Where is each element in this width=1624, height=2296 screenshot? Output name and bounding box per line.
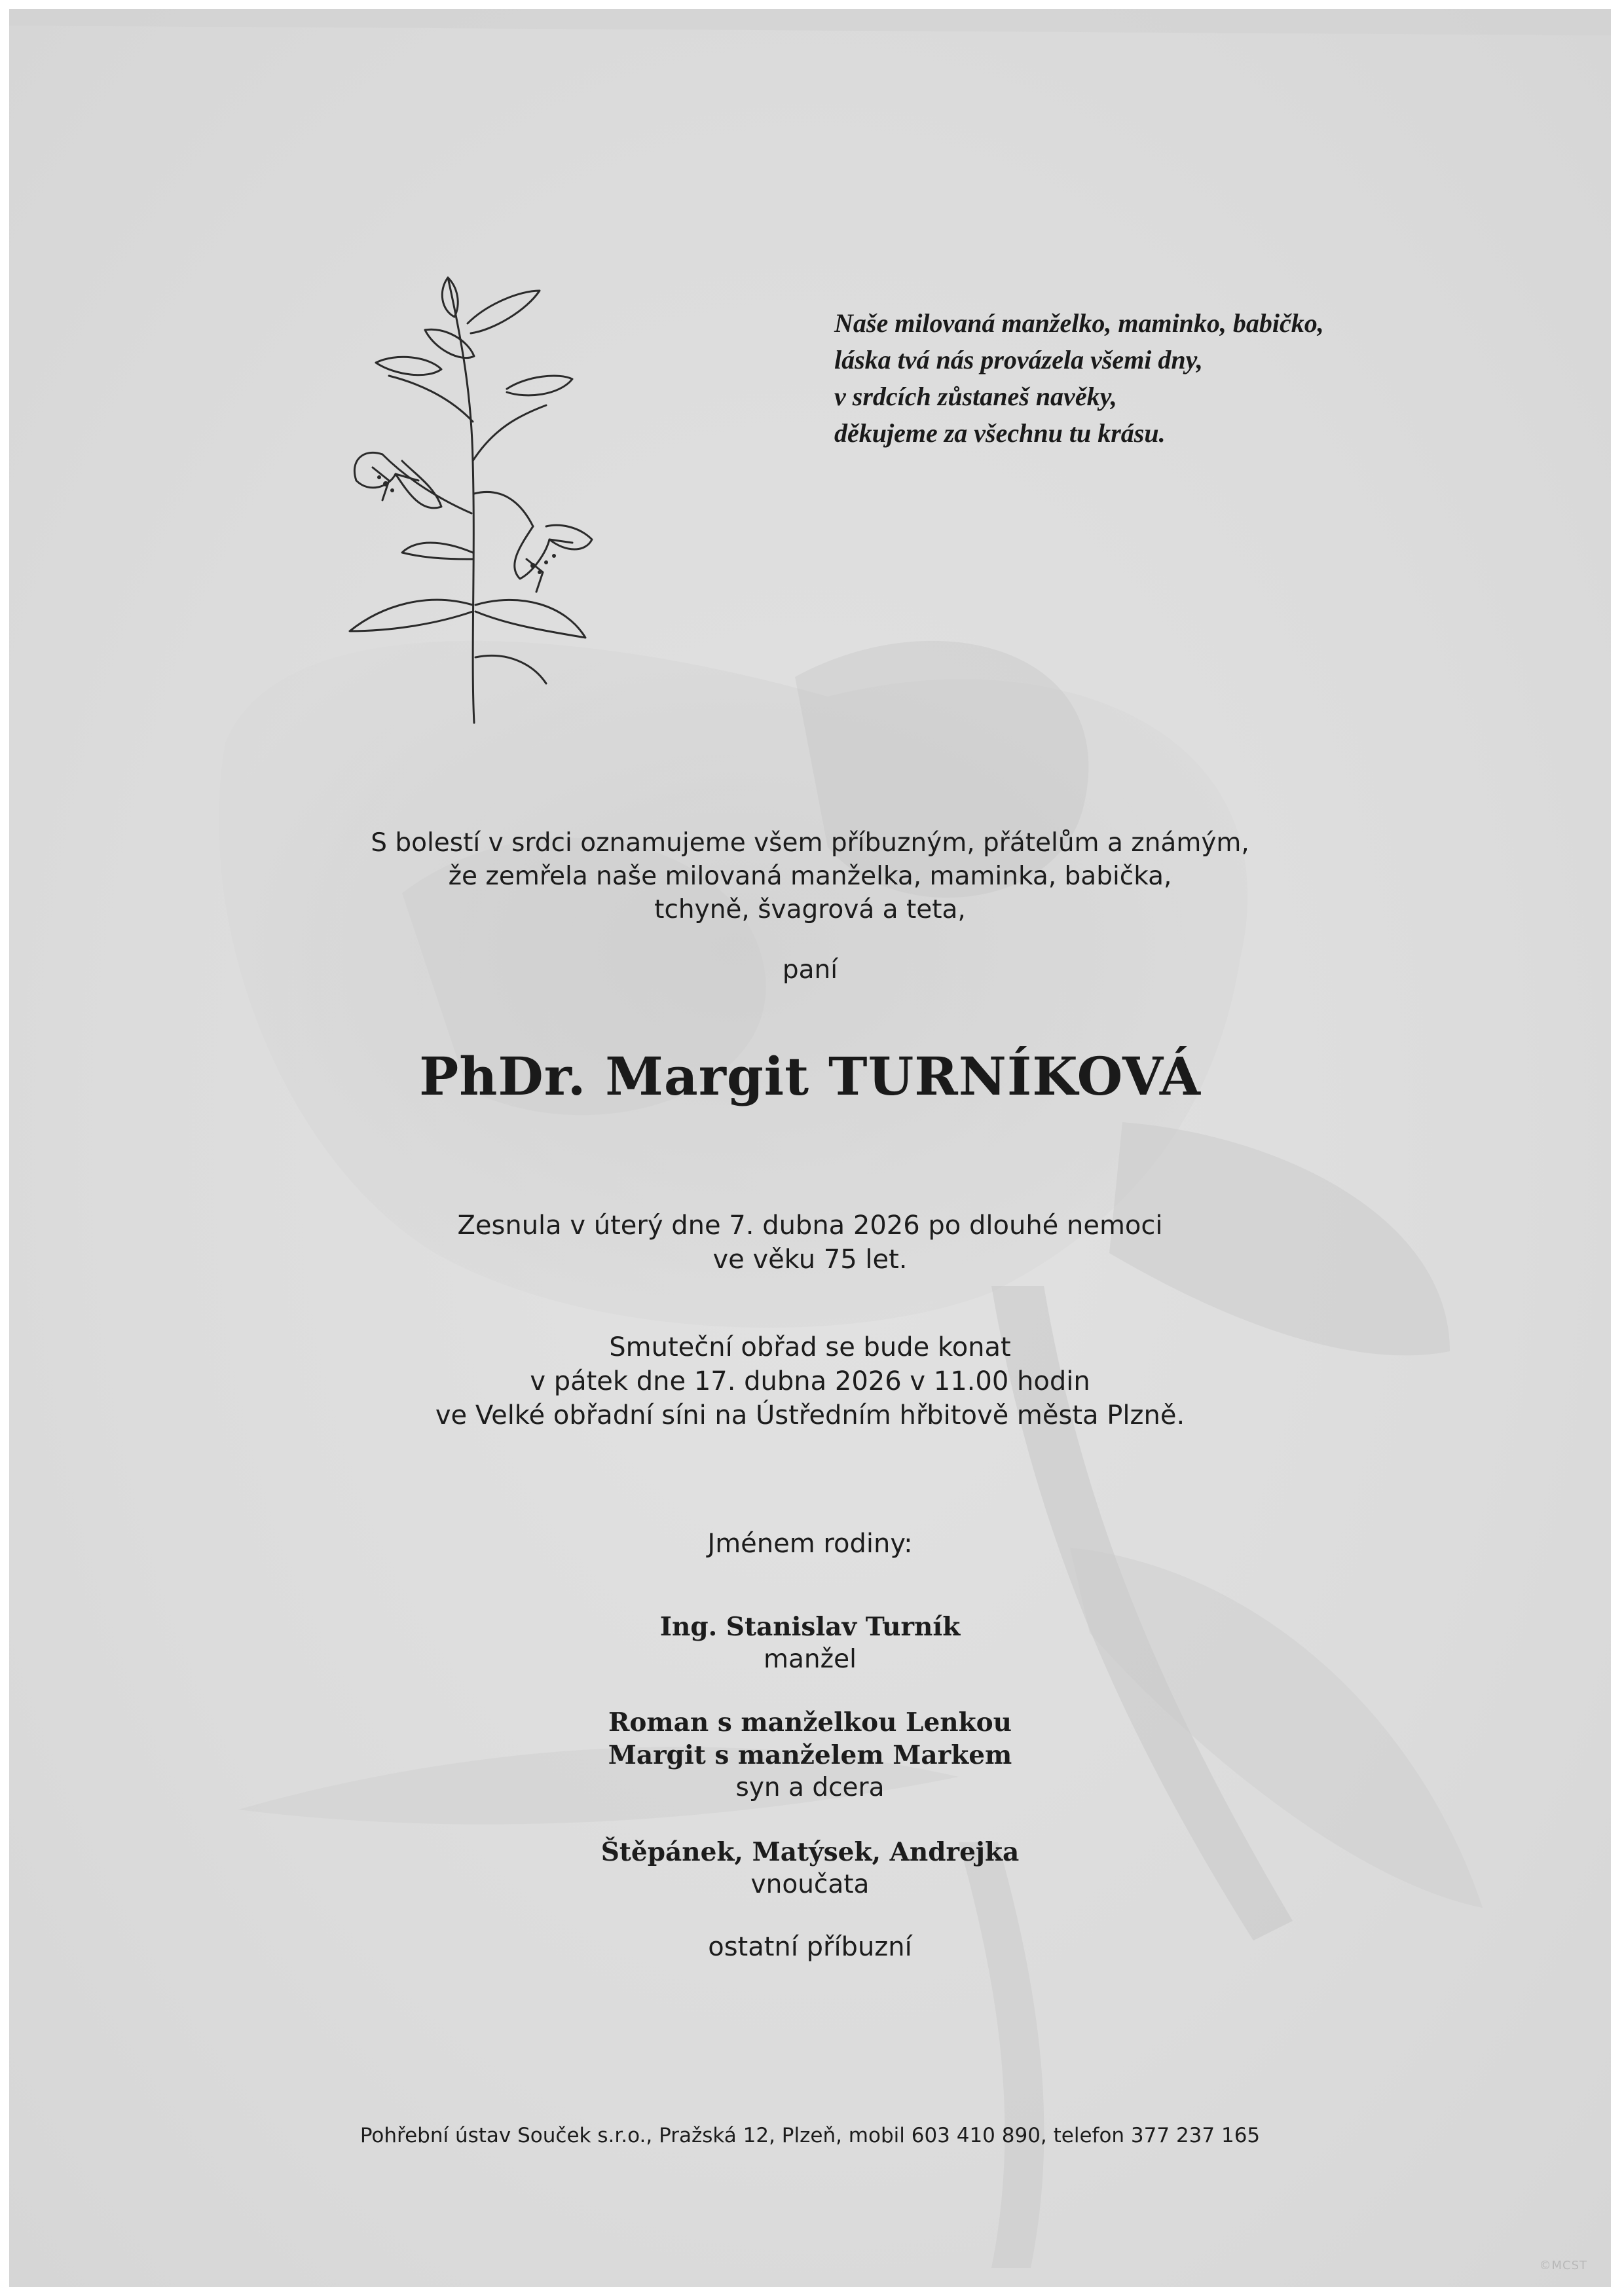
family-relation: syn a dcera (735, 1773, 885, 1802)
family-member-name: Ing. Stanislav Turník (659, 1612, 961, 1642)
verse-line: láska tvá nás provázela všemi dny, (834, 345, 1203, 374)
deceased-name: PhDr. Margit TURNÍKOVÁ (419, 1046, 1201, 1107)
family-member-name: Margit s manželem Markem (608, 1740, 1012, 1770)
salutation: paní (782, 955, 838, 985)
ceremony-line: Smuteční obřad se bude konat (609, 1332, 1011, 1362)
ceremony-line: v pátek dne 17. dubna 2026 v 11.00 hodin (530, 1366, 1090, 1396)
death-notice (9, 1209, 1611, 1277)
family-label: Jménem rodiny: (707, 1529, 913, 1559)
funeral-home-footer: Pohřební ústav Souček s.r.o., Pražská 12, Plzeň, mobil 603 410 890, telefon 377 237 165 (360, 2124, 1261, 2147)
ceremony-line: ve Velké obřadní síni na Ústředním hřbitově města Plzně. (435, 1400, 1185, 1430)
watermark: ©MCST (1539, 2259, 1587, 2272)
memorial-verse (834, 305, 1424, 452)
family-relation: manžel (764, 1645, 857, 1674)
family-group-grandchildren (9, 1836, 1611, 1901)
family-group-children (9, 1706, 1611, 1804)
lily-illustration-icon (310, 264, 625, 736)
family-relation: vnoučata (750, 1870, 870, 1899)
announcement-line: že zemřela naše milovaná manželka, maminka, babička, (448, 862, 1172, 891)
announcement-line: S bolestí v srdci oznamujeme všem příbuzným, přátelům a známým, (371, 828, 1249, 858)
family-member-name: Roman s manželkou Lenkou (608, 1707, 1012, 1738)
death-notice-line: Zesnula v úterý dne 7. dubna 2026 po dlouhé nemoci (457, 1211, 1163, 1241)
verse-line: Naše milovaná manželko, maminko, babičko, (834, 308, 1324, 338)
ceremony-details (9, 1330, 1611, 1432)
obituary-sheet (9, 9, 1611, 2287)
family-member-name: Štěpánek, Matýsek, Andrejka (600, 1837, 1020, 1867)
announcement-text (9, 826, 1611, 926)
verse-line: děkujeme za všechnu tu krásu. (834, 418, 1166, 448)
announcement-line: tchyně, švagrová a teta, (654, 895, 966, 924)
verse-line: v srdcích zůstaneš navěky, (834, 382, 1117, 411)
death-notice-line: ve věku 75 let. (712, 1245, 908, 1275)
family-group-spouse (9, 1611, 1611, 1676)
other-relatives: ostatní příbuzní (708, 1932, 912, 1962)
